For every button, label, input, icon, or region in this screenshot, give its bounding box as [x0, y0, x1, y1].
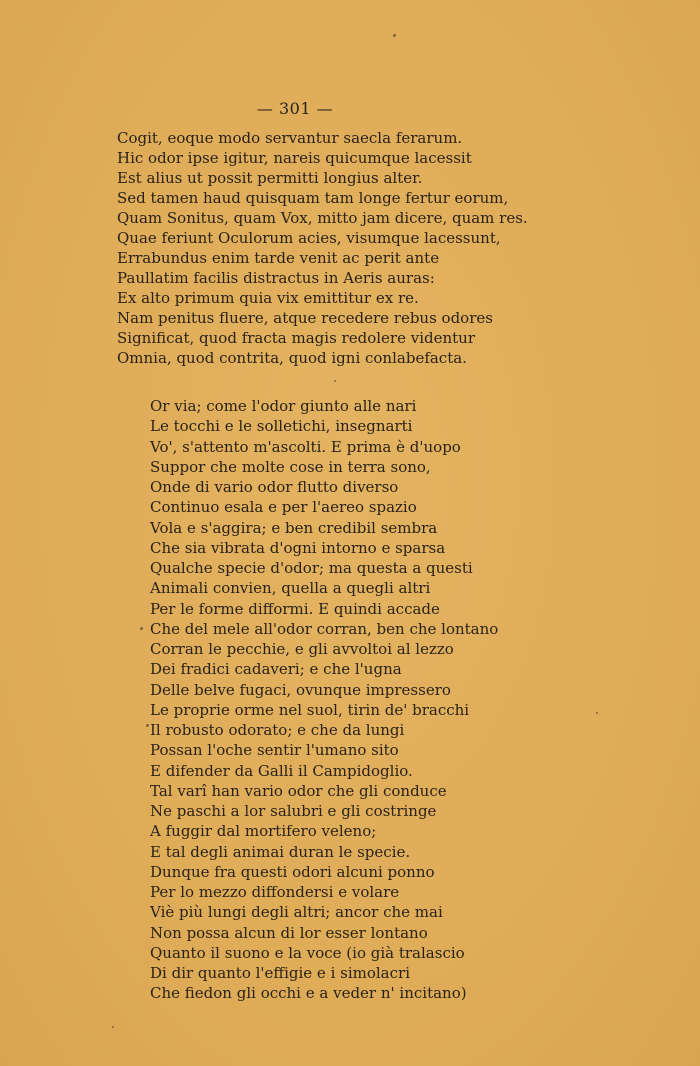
verse-line: Tal varî han vario odor che gli conduce	[150, 781, 447, 800]
print-speck	[596, 712, 598, 714]
verse-line: E tal degli animai duran le specie.	[150, 842, 411, 861]
verse-line: A fuggir dal mortifero veleno;	[150, 822, 377, 841]
verse-line: Continuo esala e per l'aereo spazio	[150, 498, 417, 517]
verse-line: Hic odor ipse igitur, nareis quicumque lacessit	[117, 149, 472, 167]
verse-line: Viè più lungi degli altri; ancor che mai	[150, 903, 443, 922]
page-number: — 301 —	[256, 99, 334, 118]
verse-line: Qualche specie d'odor; ma questa a questi	[150, 559, 473, 577]
verse-line: Ex alto primum quia vix emittitur ex re.	[117, 289, 419, 307]
verse-line: Suppor che molte cose in terra sono,	[150, 457, 431, 476]
italian-verse-block	[150, 396, 530, 1004]
print-speck	[146, 724, 149, 727]
verse-line: Animali convien, quella a quegli altri	[150, 579, 431, 598]
verse-line: Errabundus enim tarde venit ac perit ante	[117, 249, 440, 267]
verse-line: Sed tamen haud quisquam tam longe fertur eorum,	[117, 189, 509, 207]
verse-line: Vo', s'attento m'ascolti. E prima è d'uopo	[150, 437, 461, 456]
verse-line: Corran le pecchie, e gli avvoltoi al lezzo	[150, 640, 454, 658]
verse-line: Omnia, quod contrita, quod igni conlabefacta.	[117, 349, 467, 367]
latin-verse-block	[117, 128, 537, 368]
print-speck	[334, 380, 336, 382]
verse-line: Significat, quod fracta magis redolere videntur	[117, 329, 475, 347]
verse-line: Il robusto odorato; e che da lungi	[150, 721, 405, 739]
verse-line: Est alius ut possit permitti longius alter.	[117, 169, 423, 187]
print-speck	[112, 1026, 114, 1028]
verse-line: Per lo mezzo diffondersi e volare	[150, 883, 400, 901]
verse-line: Cogit, eoque modo servantur saecla ferarum.	[117, 129, 463, 147]
verse-line: Di dir quanto l'effigie e i simolacri	[150, 964, 410, 982]
verse-line: Dei fradici cadaveri; e che l'ugna	[150, 660, 402, 679]
verse-line: E difender da Galli il Campidoglio.	[150, 761, 413, 780]
verse-line: Quanto il suono e la voce (io già tralascio	[150, 943, 465, 962]
verse-line: Dunque fra questi odori alcuni ponno	[150, 862, 435, 881]
verse-line: Or via; come l'odor giunto alle nari	[150, 397, 417, 415]
verse-line: Le tocchi e le solletichi, insegnarti	[150, 417, 413, 436]
verse-line: Non possa alcun di lor esser lontano	[150, 923, 428, 942]
verse-line: Onde di vario odor flutto diverso	[150, 478, 399, 496]
print-speck	[393, 34, 396, 37]
verse-line: Che sia vibrata d'ogni intorno e sparsa	[150, 538, 446, 557]
verse-line: Ne paschi a lor salubri e gli costringe	[150, 802, 437, 820]
print-speck	[140, 627, 143, 630]
verse-line: Per le forme difformi. E quindi accade	[150, 599, 440, 618]
verse-line: Delle belve fugaci, ovunque impressero	[150, 680, 451, 699]
verse-line: Quam Sonitus, quam Vox, mitto jam dicere, quam res.	[117, 209, 528, 227]
verse-line: Paullatim facilis distractus in Aeris auras:	[117, 269, 435, 287]
verse-line: Possan l'oche sentir l'umano sito	[150, 741, 399, 760]
verse-line: Che del mele all'odor corran, ben che lontano	[150, 619, 499, 638]
verse-line: Nam penitus fluere, atque recedere rebus odores	[117, 309, 493, 327]
verse-line: Quae feriunt Oculorum acies, visumque lacessunt,	[117, 229, 501, 247]
verse-line: Vola e s'aggira; e ben credibil sembra	[150, 518, 438, 537]
verse-line: Che fiedon gli occhi e a veder n' incitano)	[150, 984, 467, 1003]
verse-line: Le proprie orme nel suol, tirin de' bracchi	[150, 700, 470, 719]
